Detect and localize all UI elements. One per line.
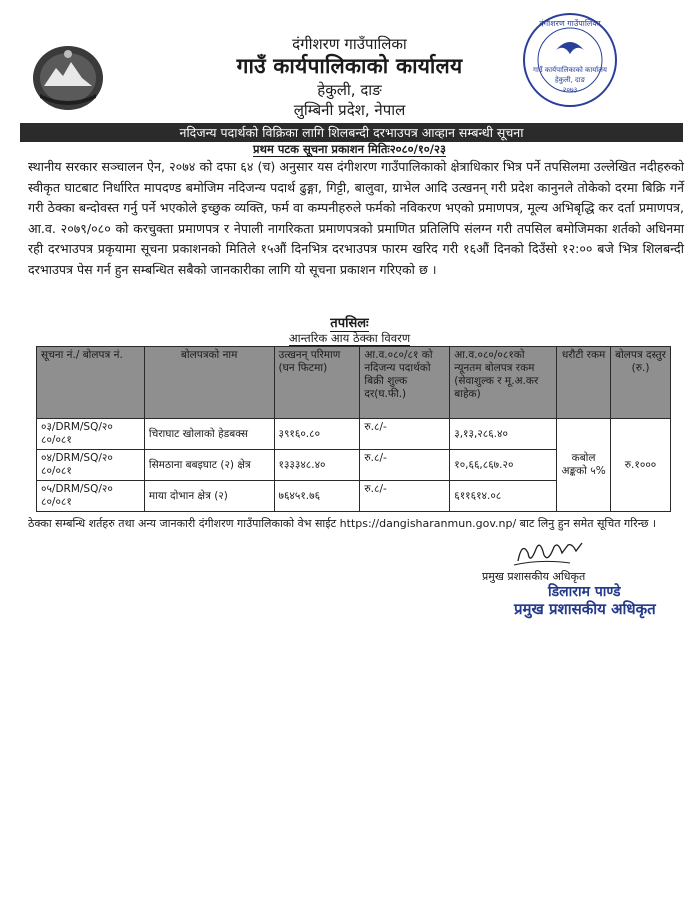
cell-amount: ६११६१४.०८ [450, 481, 557, 512]
first-publication-date-text: प्रथम पटक सूचना प्रकाशन मितिः२०८०/१०/२३ [253, 142, 446, 156]
office-location: हेकुली, दाङ [317, 81, 382, 99]
notice-title-banner: नदिजन्य पदार्थको विक्रिका लागि शिलबन्दी दरभाउपत्र आव्हान सम्बन्धी सूचना [20, 123, 683, 142]
table-title-text: आन्तरिक आय ठेक्का विवरण [288, 331, 411, 345]
header-deposit: धरौटी रकम [557, 347, 611, 419]
tapasil-heading-text: तपसिलः [330, 316, 369, 331]
bid-table [36, 346, 671, 512]
header-fee: बोलपत्र दस्तुर (रु.) [611, 347, 671, 419]
header-rate: आ.व.०८०/८१ को नदिजन्य पदार्थको बिक्री शुल्क दर(घ.फी.) [360, 347, 450, 419]
stamp-title: प्रमुख प्रशासकीय अधिकृत [514, 600, 656, 618]
seal-top-text: दंगीशरण गाउँपालिका [539, 19, 601, 28]
notice-body: स्थानीय सरकार सञ्चालन ऐन, २०७४ को दफा ६४ (च) अनुसार यस दंगीशरण गाउँपालिकाको क्षेत्राधिकार भित्र पर्ने तपसिलमा उल्लेखित नदीहरुको स्वीकृत घाटबाट निर्धारित मापदण्ड बमोजिम नदिजन्य पदार्थ ढुङ्गा, गिट्टी, बालुवा, ग्राभेल आदि उत्खनन् गरी प्रदेश कानुनले तोकेको दरमा बिक्रि गर्ने गरी ठेक्का बन्दोवस्त गर्नु पर्ने भएकोले इच्छुक व्यक्ति, फर्म वा कम्पनीहरुले फर्मको नविकरण भएको प्रमाणपत्र, मूल्य अभिबृद्धि कर दर्ता प्रमाणपत्र, आ.व. २०७९/०८० को करचुक्ता प्रमाणपत्र र नेपाली नागरिकता प्रमाणपत्रको प्रमाणित प्रतिलिपि संलग्न गरी तपसिल बमोजिमका शर्तको अधिनमा रही दरभाउपत्र प्रकृयामा सूचना प्रकाशनको मितिले १५औं दिनभित्र दरभाउपत्र फारम खरिद गरी १६औं दिनको दिउँसो १२:०० बजे भित्र शिलबन्दी दरभाउपत्र पेस गर्न हुन सम्बन्धित सबैको जानकारीका लागि यो सूचना प्रकाशन गरिएको छ । [28, 159, 684, 277]
cell-deposit: कबोल अङ्कको ५% [557, 419, 611, 512]
cell-rate: रु.८/- [360, 481, 450, 512]
cell-code: ०३/DRM/SQ/२० ८०/०८१ [37, 419, 145, 450]
office-name: गाउँ कार्यपालिकाको कार्यालय [236, 54, 463, 78]
signature-icon [510, 535, 590, 571]
first-publication-date [0, 142, 699, 157]
cell-name: चिराघाट खोलाको हेडबक्स [144, 419, 274, 450]
seal-year-text: २०७३ [562, 86, 578, 94]
cell-quantity: ३९१६०.८० [274, 419, 360, 450]
header-quantity: उत्खनन् परिमाण (घन फिटमा) [274, 347, 360, 419]
seal-mid-text: गाउँ कार्यपालिकाको कार्यालय [533, 66, 607, 74]
cell-name: माया दोभान क्षेत्र (२) [144, 481, 274, 512]
cell-name: सिमठाना बबइघाट (२) क्षेत्र [144, 450, 274, 481]
cell-rate: रु.८/- [360, 419, 450, 450]
cell-amount: ३,१३,२८६.४० [450, 419, 557, 450]
cell-fee: रु.१००० [611, 419, 671, 512]
cell-amount: १०,६६,८६७.२० [450, 450, 557, 481]
province-country: लुम्बिनी प्रदेश, नेपाल [293, 101, 406, 119]
municipality-name: दंगीशरण गाउँपालिका [292, 35, 407, 53]
cell-rate: रु.८/- [360, 450, 450, 481]
table-header-row [37, 347, 671, 419]
cell-quantity: ७६४५१.७६ [274, 481, 360, 512]
header-notice-no: सूचना नं./ बोलपत्र नं. [37, 347, 145, 419]
header-bid-name: बोलपत्रको नाम [144, 347, 274, 419]
stamp-name: डिलाराम पाण्डे [548, 584, 621, 600]
cell-code: ०५/DRM/SQ/२० ८०/०८१ [37, 481, 145, 512]
table-row [37, 419, 671, 450]
cell-quantity: १३३३४८.४० [274, 450, 360, 481]
seal-place-text: हेकुली, दाङ [554, 76, 586, 84]
tapasil-heading [0, 313, 699, 331]
cell-code: ०४/DRM/SQ/२० ८०/०८१ [37, 450, 145, 481]
table-title [0, 331, 699, 346]
header-min-amount: आ.व.०८०/०८१को न्यूनतम बोलपत्र रकम (सेवाशुल्क र मू.अ.कर बाहेक) [450, 347, 557, 419]
signer-title: प्रमुख प्रशासकीय अधिकृत [482, 570, 586, 583]
footer-note: ठेक्का सम्बन्धि शर्तहरु तथा अन्य जानकारी दंगीशरण गाउँपालिकाको वेभ साईट https://dangisharanmun.gov.np/ बाट लिनु हुन समेत सूचित गरिन्छ । [28, 517, 657, 530]
